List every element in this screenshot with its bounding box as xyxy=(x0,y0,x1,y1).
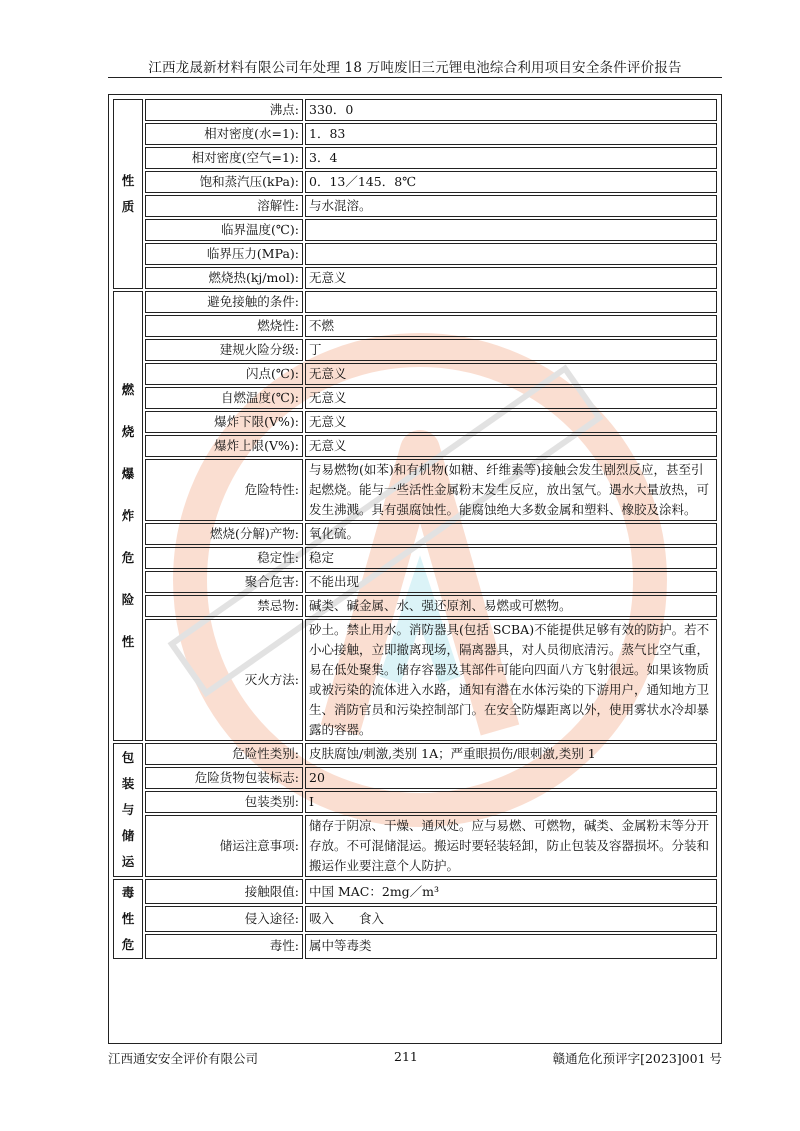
footer-doc-number: 赣通危化预评字[2023]001 号 xyxy=(552,1051,722,1066)
category-char: 储 xyxy=(121,828,135,843)
header-divider xyxy=(108,77,722,78)
field-label: 闪点(℃): xyxy=(145,363,303,385)
field-label: 溶解性: xyxy=(145,195,303,217)
field-value: 不燃 xyxy=(305,315,717,337)
table-row xyxy=(113,147,717,169)
table-row xyxy=(113,363,717,385)
field-label: 临界压力(MPa): xyxy=(145,243,303,265)
table-row xyxy=(113,195,717,217)
field-label: 避免接触的条件: xyxy=(145,291,303,313)
table-row xyxy=(113,523,717,545)
field-label: 禁忌物: xyxy=(145,595,303,617)
table-row xyxy=(113,743,717,765)
field-value: 皮肤腐蚀/刺激,类别 1A；严重眼损伤/眼刺激,类别 1 xyxy=(305,743,717,765)
field-label: 接触限值: xyxy=(145,879,303,904)
table-row xyxy=(113,767,717,789)
table-row xyxy=(113,99,717,121)
category-char: 质 xyxy=(121,199,135,214)
section-category xyxy=(113,99,143,289)
section-category xyxy=(113,879,143,959)
table-row xyxy=(113,339,717,361)
table-row xyxy=(113,815,717,877)
field-value: 与易燃物(如苯)和有机物(如糖、纤维素等)接触会发生剧烈反应，甚至引起燃烧。能与一些活性金属粉末发生反应，放出氢气。遇水大量放热，可发生沸溅。具有强腐蚀性。能腐蚀绝大多数金属和塑料、橡胶及涂料。 xyxy=(305,459,717,521)
category-char: 炸 xyxy=(121,508,135,523)
category-char: 装 xyxy=(121,776,135,791)
field-label: 稳定性: xyxy=(145,547,303,569)
field-value: 吸入 食入 xyxy=(305,906,717,931)
field-value xyxy=(305,219,717,241)
field-value: 无意义 xyxy=(305,363,717,385)
field-value: 砂土。禁止用水。消防器具(包括 SCBA)不能提供足够有效的防护。若不小心接触，立即撤离现场，隔离器具，对人员彻底清污。蒸气比空气重，易在低处聚集。储存容器及其部件可能向四面八方飞射很远。如果该物质或被污染的流体进入水路，通知有潜在水体污染的下游用户，通知地方卫生、消防官员和污染控制部门。在安全防爆距离以外，使用雾状水冷却暴露的容器。 xyxy=(305,619,717,741)
field-label: 包装类别: xyxy=(145,791,303,813)
field-label: 临界温度(℃): xyxy=(145,219,303,241)
category-char: 性 xyxy=(121,173,135,188)
table-row xyxy=(113,571,717,593)
table-row xyxy=(113,243,717,265)
field-value: 储存于阴凉、干燥、通风处。应与易燃、可燃物，碱类、金属粉末等分开存放。不可混储混运。搬运时要轻装轻卸，防止包装及容器损坏。分装和搬运作业要注意个人防护。 xyxy=(305,815,717,877)
table-row xyxy=(113,547,717,569)
table-row xyxy=(113,123,717,145)
field-label: 危险性类别: xyxy=(145,743,303,765)
table-row xyxy=(113,879,717,904)
field-value: 与水混溶。 xyxy=(305,195,717,217)
table-row xyxy=(113,906,717,931)
field-value xyxy=(305,291,717,313)
table-row xyxy=(113,171,717,193)
field-label: 自燃温度(℃): xyxy=(145,387,303,409)
table-row xyxy=(113,934,717,959)
field-label: 灭火方法: xyxy=(145,619,303,741)
field-label: 储运注意事项: xyxy=(145,815,303,877)
section-category xyxy=(113,743,143,877)
field-value: 无意义 xyxy=(305,267,717,289)
field-value: 无意义 xyxy=(305,435,717,457)
field-value: 330．0 xyxy=(305,99,717,121)
field-label: 危险货物包装标志: xyxy=(145,767,303,789)
category-char: 烧 xyxy=(121,424,135,439)
table-row xyxy=(113,791,717,813)
field-value: 属中等毒类 xyxy=(305,934,717,959)
table-row xyxy=(113,619,717,741)
category-char: 危 xyxy=(121,550,135,565)
field-label: 毒性: xyxy=(145,934,303,959)
field-label: 燃烧(分解)产物: xyxy=(145,523,303,545)
field-label: 燃烧热(kj/mol): xyxy=(145,267,303,289)
field-label: 燃烧性: xyxy=(145,315,303,337)
field-value: 中国 MAC：2mg／m³ xyxy=(305,879,717,904)
footer-page-number: 211 xyxy=(394,1049,418,1064)
field-label: 爆炸上限(V%): xyxy=(145,435,303,457)
field-label: 聚合危害: xyxy=(145,571,303,593)
field-label: 侵入途径: xyxy=(145,906,303,931)
field-label: 爆炸下限(V%): xyxy=(145,411,303,433)
field-value: 0．13／145．8℃ xyxy=(305,171,717,193)
field-value: 氧化硫。 xyxy=(305,523,717,545)
table-row xyxy=(113,435,717,457)
category-char: 燃 xyxy=(121,382,135,397)
field-value: 3．4 xyxy=(305,147,717,169)
field-value: 丁 xyxy=(305,339,717,361)
field-value: 20 xyxy=(305,767,717,789)
table-row xyxy=(113,595,717,617)
category-char: 包 xyxy=(121,750,135,765)
field-value: Ⅰ xyxy=(305,791,717,813)
category-char: 毒 xyxy=(121,885,135,900)
field-label: 相对密度(水=1): xyxy=(145,123,303,145)
category-char: 性 xyxy=(121,634,135,649)
field-value: 稳定 xyxy=(305,547,717,569)
table-row xyxy=(113,411,717,433)
property-table xyxy=(111,97,719,961)
table-row xyxy=(113,291,717,313)
category-char: 运 xyxy=(121,854,135,869)
table-row xyxy=(113,459,717,521)
report-header: 江西龙晟新材料有限公司年处理 18 万吨废旧三元锂电池综合利用项目安全条件评价报告 xyxy=(148,60,682,76)
table-row xyxy=(113,219,717,241)
category-char: 性 xyxy=(121,911,135,926)
field-label: 相对密度(空气=1): xyxy=(145,147,303,169)
field-value: 不能出现 xyxy=(305,571,717,593)
table-row xyxy=(113,315,717,337)
table-row xyxy=(113,387,717,409)
field-label: 沸点: xyxy=(145,99,303,121)
field-value xyxy=(305,243,717,265)
field-value: 无意义 xyxy=(305,387,717,409)
field-value: 无意义 xyxy=(305,411,717,433)
field-label: 饱和蒸汽压(kPa): xyxy=(145,171,303,193)
field-value: 碱类、碱金属、水、强还原剂、易燃或可燃物。 xyxy=(305,595,717,617)
field-label: 建规火险分级: xyxy=(145,339,303,361)
msds-sheet xyxy=(108,94,722,1044)
field-label: 危险特性: xyxy=(145,459,303,521)
field-value: 1．83 xyxy=(305,123,717,145)
table-row xyxy=(113,267,717,289)
footer-company: 江西通安安全评价有限公司 xyxy=(108,1051,259,1066)
category-char: 爆 xyxy=(121,466,135,481)
category-char: 险 xyxy=(121,592,135,607)
category-char: 与 xyxy=(121,802,135,817)
section-category xyxy=(113,291,143,741)
category-char: 危 xyxy=(121,937,135,952)
